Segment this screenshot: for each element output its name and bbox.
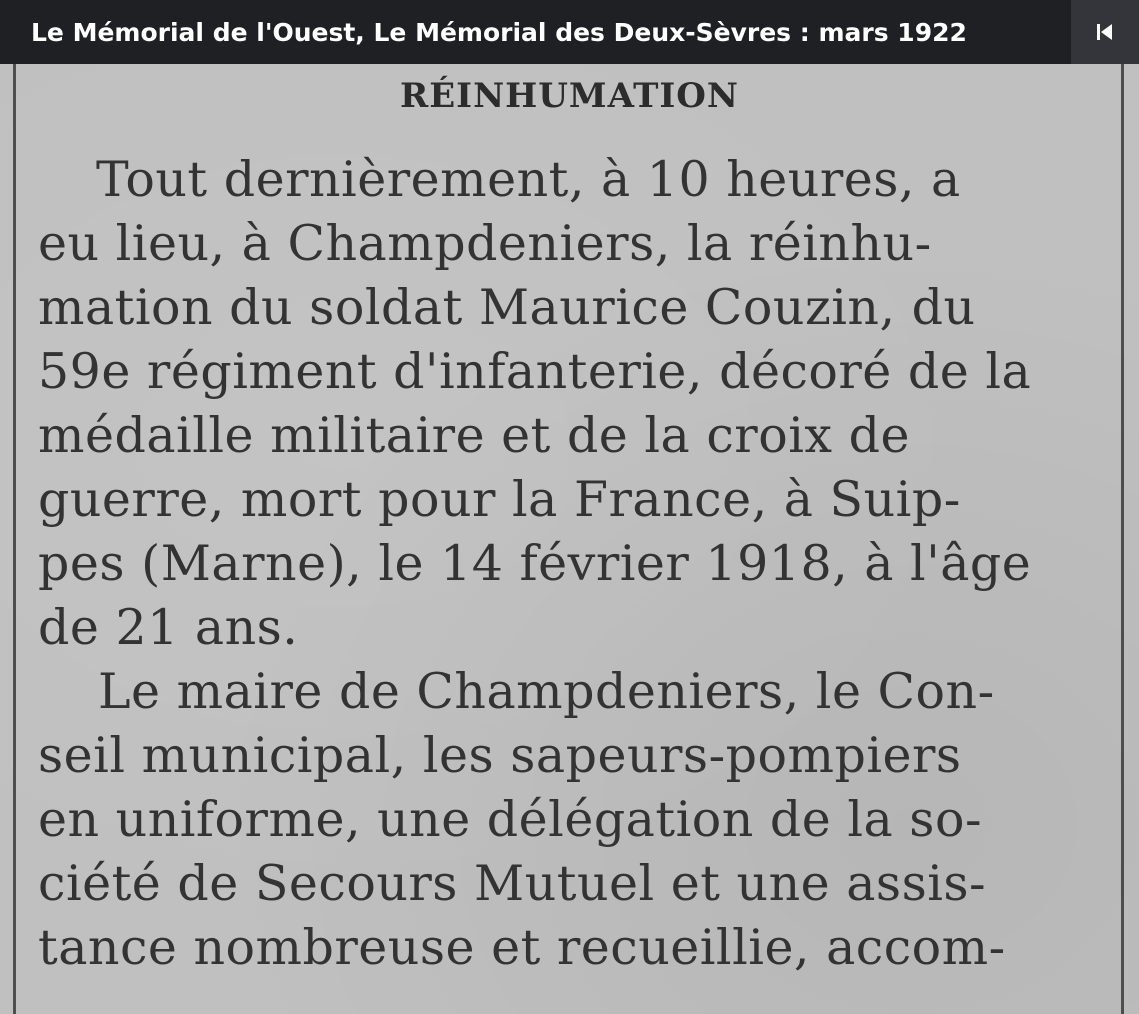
title-bar <box>0 0 1139 64</box>
article-line: guerre, mort pour la France, à Suip- <box>38 471 961 528</box>
article-line: pes (Marne), le 14 février 1918, à l'âge <box>38 535 1032 592</box>
article-line: Tout dernièrement, à 10 heures, a <box>96 151 961 208</box>
skip-back-button[interactable] <box>1071 0 1139 64</box>
article-line: Le maire de Champdeniers, le Con- <box>98 663 995 720</box>
article-heading: RÉINHUMATION <box>400 76 739 116</box>
document-title: Le Mémorial de l'Ouest, Le Mémorial des Deux-Sèvres : mars 1922 <box>31 17 967 47</box>
article-line: seil municipal, les sapeurs-pompiers <box>38 727 962 784</box>
article-line: médaille militaire et de la croix de <box>38 407 910 464</box>
column-rule-left <box>13 64 16 1014</box>
article-line: ciété de Secours Mutuel et une assis- <box>38 855 987 912</box>
newspaper-scan <box>0 64 1139 1014</box>
article-line: de 21 ans. <box>38 599 299 656</box>
article-line: 59e régiment d'infanterie, décoré de la <box>38 343 1032 400</box>
article-line: tance nombreuse et recueillie, accom- <box>38 919 1006 976</box>
column-rule-right <box>1121 64 1124 1014</box>
skip-back-icon <box>1096 23 1114 41</box>
article-line: eu lieu, à Champdeniers, la réinhu- <box>38 215 932 272</box>
article-line: en uniforme, une délégation de la so- <box>38 791 982 848</box>
article-line: mation du soldat Maurice Couzin, du <box>38 279 976 336</box>
